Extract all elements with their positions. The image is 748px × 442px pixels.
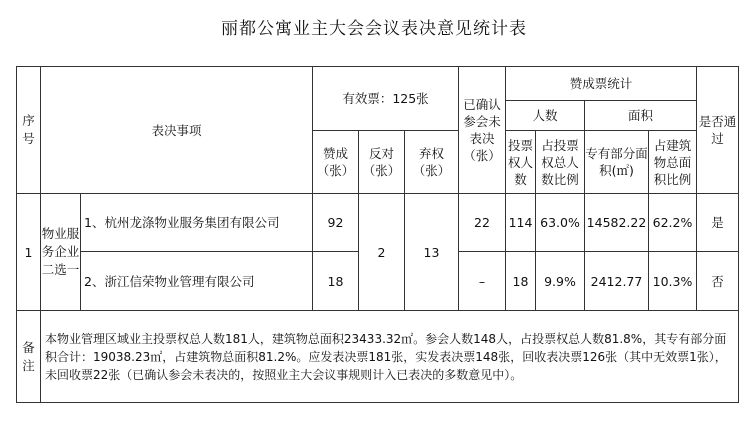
header-voters: 投票权人数 xyxy=(506,131,536,194)
header-oppose: 反对（张） xyxy=(359,131,405,194)
row-voters: 114 xyxy=(506,194,536,252)
remark-label: 备注 xyxy=(17,311,41,403)
row-voters: 18 xyxy=(506,252,536,311)
header-pass: 是否通过 xyxy=(697,67,739,194)
row-voters-ratio: 63.0% xyxy=(536,194,585,252)
row-unvoted: – xyxy=(459,252,506,311)
remark-row xyxy=(17,311,739,403)
row-area: 2412.77 xyxy=(585,252,649,311)
page-title: 丽都公寓业主大会会议表决意见统计表 xyxy=(221,19,527,39)
vote-statistics-table xyxy=(16,66,739,403)
row-approve: 92 xyxy=(313,194,359,252)
table-row xyxy=(17,194,739,252)
group-abstain: 13 xyxy=(405,194,459,311)
header-seq: 序号 xyxy=(17,67,41,194)
row-area-ratio: 10.3% xyxy=(649,252,697,311)
row-area: 14582.22 xyxy=(585,194,649,252)
row-unvoted: 22 xyxy=(459,194,506,252)
row-approve: 18 xyxy=(313,252,359,311)
row-pass: 是 xyxy=(697,194,739,252)
header-valid-votes: 有效票：125张 xyxy=(313,67,459,131)
row-item: 1、杭州龙涤物业服务集团有限公司 xyxy=(81,194,313,252)
row-item: 2、浙江信荣物业管理有限公司 xyxy=(81,252,313,311)
header-area-part: 专有部分面积(㎡) xyxy=(585,131,649,194)
row-area-ratio: 62.2% xyxy=(649,194,697,252)
header-area-ratio: 占建筑物总面积比例 xyxy=(649,131,697,194)
header-people: 人数 xyxy=(506,101,585,131)
header-approve: 赞成（张） xyxy=(313,131,359,194)
header-area: 面积 xyxy=(585,101,697,131)
group-seq: 1 xyxy=(17,194,41,311)
group-oppose: 2 xyxy=(359,194,405,311)
row-pass: 否 xyxy=(697,252,739,311)
header-voters-ratio: 占投票权总人数比例 xyxy=(536,131,585,194)
group-category: 物业服务企业二选一 xyxy=(41,194,81,311)
header-item: 表决事项 xyxy=(41,67,313,194)
header-unvoted: 已确认参会未表决（张） xyxy=(459,67,506,194)
header-abstain: 弃权（张） xyxy=(405,131,459,194)
row-voters-ratio: 9.9% xyxy=(536,252,585,311)
header-approve-stats: 赞成票统计 xyxy=(506,67,697,101)
remark-text: 本物业管理区域业主投票权总人数181人，建筑物总面积23433.32㎡。参会人数148人，占投票权总人数81.8%，其专有部分面积合计：19038.23㎡，占建筑物总面积81.2%。应发表决票181张，实发表决票148张，回收表决票126张（其中无效票1张），未回收票22张（已确认参会未表决的，按照业主大会议事规则计入已表决的多数意见中）。 xyxy=(41,311,739,403)
